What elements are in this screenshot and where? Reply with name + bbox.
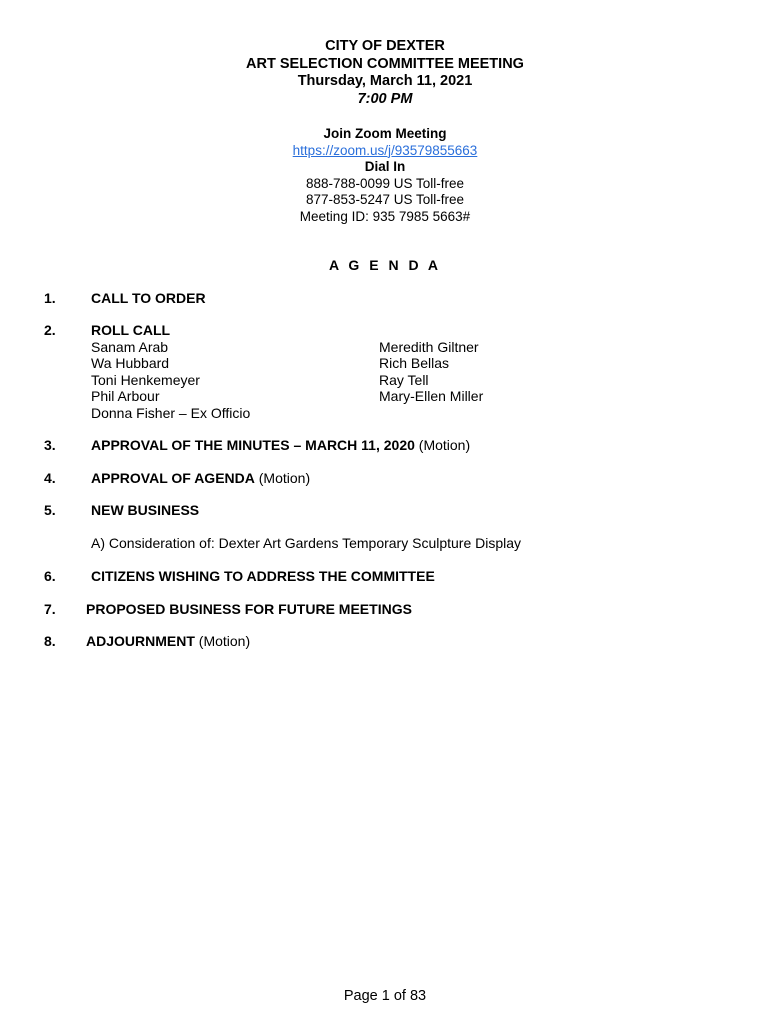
- member-name: Sanam Arab: [91, 339, 169, 355]
- member-name: Ray Tell: [379, 371, 429, 388]
- org-name: CITY OF DEXTER: [325, 38, 445, 54]
- meeting-name: ART SELECTION COMMITTEE MEETING: [246, 55, 524, 72]
- item-number: 5.: [44, 502, 56, 518]
- roll-call-right-column: [379, 339, 483, 405]
- roll-call-left-column: [91, 339, 250, 421]
- meeting-time: 7:00 PM: [357, 90, 413, 107]
- item-number: 8.: [44, 633, 56, 649]
- item-number: 7.: [44, 601, 56, 617]
- meeting-id: Meeting ID: 935 7985 5663#: [299, 208, 471, 224]
- page-number: Page 1 of 83: [343, 988, 427, 1004]
- dial-in-label: Dial In: [364, 159, 406, 174]
- agenda-title: A G E N D A: [328, 257, 442, 273]
- item-number: 3.: [44, 437, 56, 453]
- item-title: APPROVAL OF THE MINUTES – MARCH 11, 2020 (Motion): [91, 437, 471, 453]
- member-name: Wa Hubbard: [91, 355, 170, 372]
- item-title: APPROVAL OF AGENDA (Motion): [91, 470, 311, 486]
- item-title: CALL TO ORDER: [91, 290, 206, 306]
- member-name: Mary-Ellen Miller: [379, 388, 484, 405]
- item-title: ADJOURNMENT (Motion): [86, 633, 251, 649]
- zoom-link[interactable]: https://zoom.us/j/93579855663: [292, 142, 478, 158]
- document-header: [0, 38, 770, 108]
- member-name: Meredith Giltner: [379, 339, 479, 355]
- zoom-info: [0, 126, 770, 225]
- member-name: Toni Henkemeyer: [91, 371, 200, 388]
- join-zoom-label: Join Zoom Meeting: [323, 126, 447, 141]
- phone-number-2: 877-853-5247 US Toll-free: [305, 192, 465, 207]
- member-name: Rich Bellas: [379, 355, 450, 372]
- item-number: 4.: [44, 470, 56, 486]
- new-business-subitem: A) Consideration of: Dexter Art Gardens Temporary Sculpture Display: [91, 535, 522, 551]
- item-title: ROLL CALL: [91, 322, 171, 338]
- item-number: 6.: [44, 568, 56, 584]
- item-title: PROPOSED BUSINESS FOR FUTURE MEETINGS: [86, 601, 412, 617]
- item-title: CITIZENS WISHING TO ADDRESS THE COMMITTEE: [91, 568, 435, 584]
- member-name: Phil Arbour: [91, 388, 160, 405]
- member-name: Donna Fisher – Ex Officio: [91, 404, 251, 421]
- phone-number-1: 888-788-0099 US Toll-free: [305, 175, 465, 191]
- item-number: 2.: [44, 322, 56, 338]
- item-title: NEW BUSINESS: [91, 502, 200, 518]
- meeting-date: Thursday, March 11, 2021: [297, 73, 473, 89]
- item-number: 1.: [44, 290, 56, 306]
